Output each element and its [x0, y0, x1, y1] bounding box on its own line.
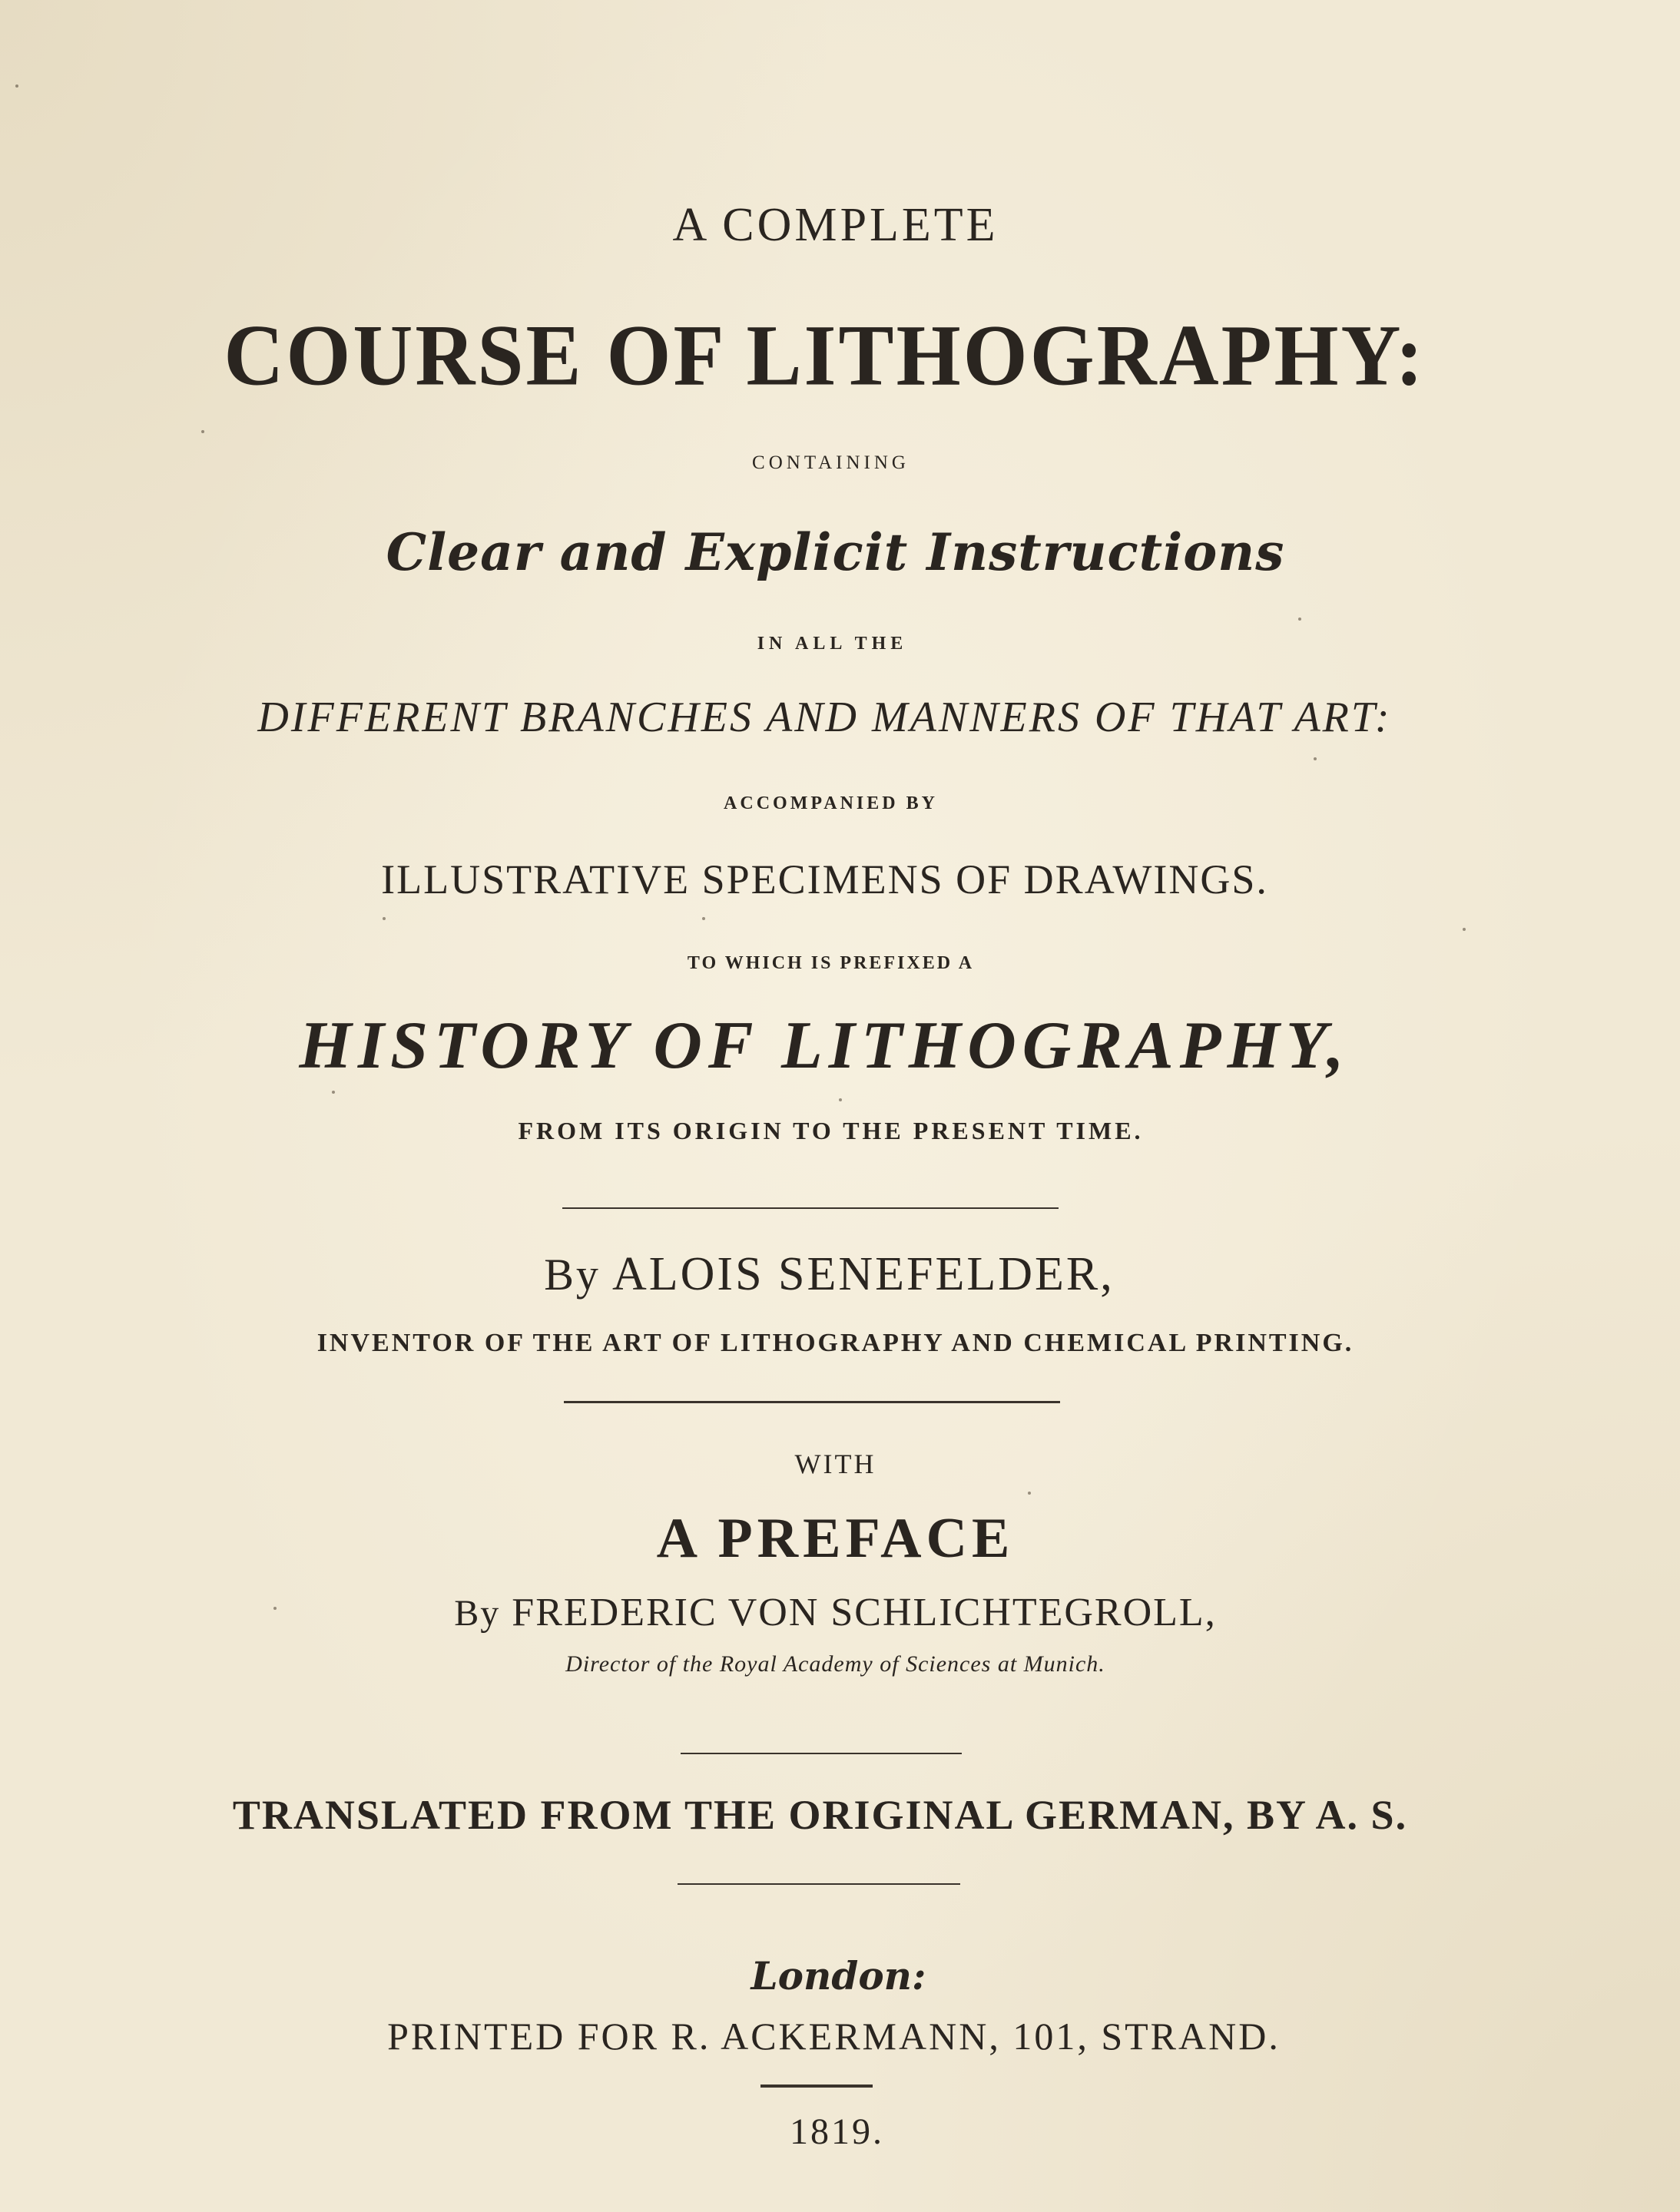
foxing-speck	[1028, 1492, 1031, 1495]
foxing-speck	[15, 84, 18, 88]
translated-line: TRANSLATED FROM THE ORIGINAL GERMAN, BY A. S.	[232, 1792, 1408, 1838]
instructions-line: Clear and Explicit Instructions	[386, 522, 1285, 582]
containing-label: CONTAINING	[752, 452, 910, 473]
preface-author: FREDERIC VON SCHLICHTEGROLL,	[512, 1591, 1217, 1634]
author-by: By	[544, 1250, 601, 1300]
with-label: WITH	[794, 1449, 876, 1479]
place-london: London:	[751, 1953, 926, 1998]
title-line-a-complete: A COMPLETE	[672, 199, 999, 251]
foxing-speck	[1298, 618, 1301, 621]
divider-1	[562, 1207, 1059, 1209]
preface-author-title: Director of the Royal Academy of Sciences at Munich.	[565, 1651, 1105, 1677]
specimens-line: ILLUSTRATIVE SPECIMENS OF DRAWINGS.	[381, 856, 1268, 902]
foxing-speck	[332, 1091, 335, 1094]
preface-by: By	[454, 1593, 501, 1634]
year: 1819.	[790, 2111, 884, 2152]
foxing-speck	[702, 917, 705, 920]
preface-heading: A PREFACE	[656, 1507, 1015, 1570]
author-line	[0, 1250, 1669, 1298]
foxing-speck	[383, 917, 386, 920]
accompanied-by-label: ACCOMPANIED BY	[724, 793, 938, 813]
author-name: ALOIS SENEFELDER,	[612, 1248, 1115, 1300]
branches-line: DIFFERENT BRANCHES AND MANNERS OF THAT ART:	[257, 694, 1392, 741]
in-all-the-label: IN ALL THE	[757, 634, 908, 654]
divider-4	[678, 1883, 960, 1885]
foxing-speck	[839, 1098, 842, 1101]
divider-3	[681, 1753, 962, 1754]
prefixed-label: TO WHICH IS PREFIXED A	[687, 953, 975, 973]
printer-line: PRINTED FOR R. ACKERMANN, 101, STRAND.	[387, 2015, 1281, 2058]
foxing-speck	[201, 430, 204, 433]
divider-5	[760, 2085, 873, 2088]
author-title: INVENTOR OF THE ART OF LITHOGRAPHY AND CHEMICAL PRINTING.	[316, 1329, 1354, 1357]
history-line: HISTORY OF LITHOGRAPHY,	[299, 1008, 1350, 1083]
divider-2	[564, 1401, 1060, 1403]
main-title: COURSE OF LITHOGRAPHY:	[224, 308, 1426, 404]
origin-line: FROM ITS ORIGIN TO THE PRESENT TIME.	[518, 1117, 1144, 1144]
foxing-speck	[1314, 757, 1317, 760]
foxing-speck	[1463, 928, 1466, 931]
preface-author-line	[0, 1593, 1675, 1633]
foxing-speck	[273, 1607, 277, 1610]
